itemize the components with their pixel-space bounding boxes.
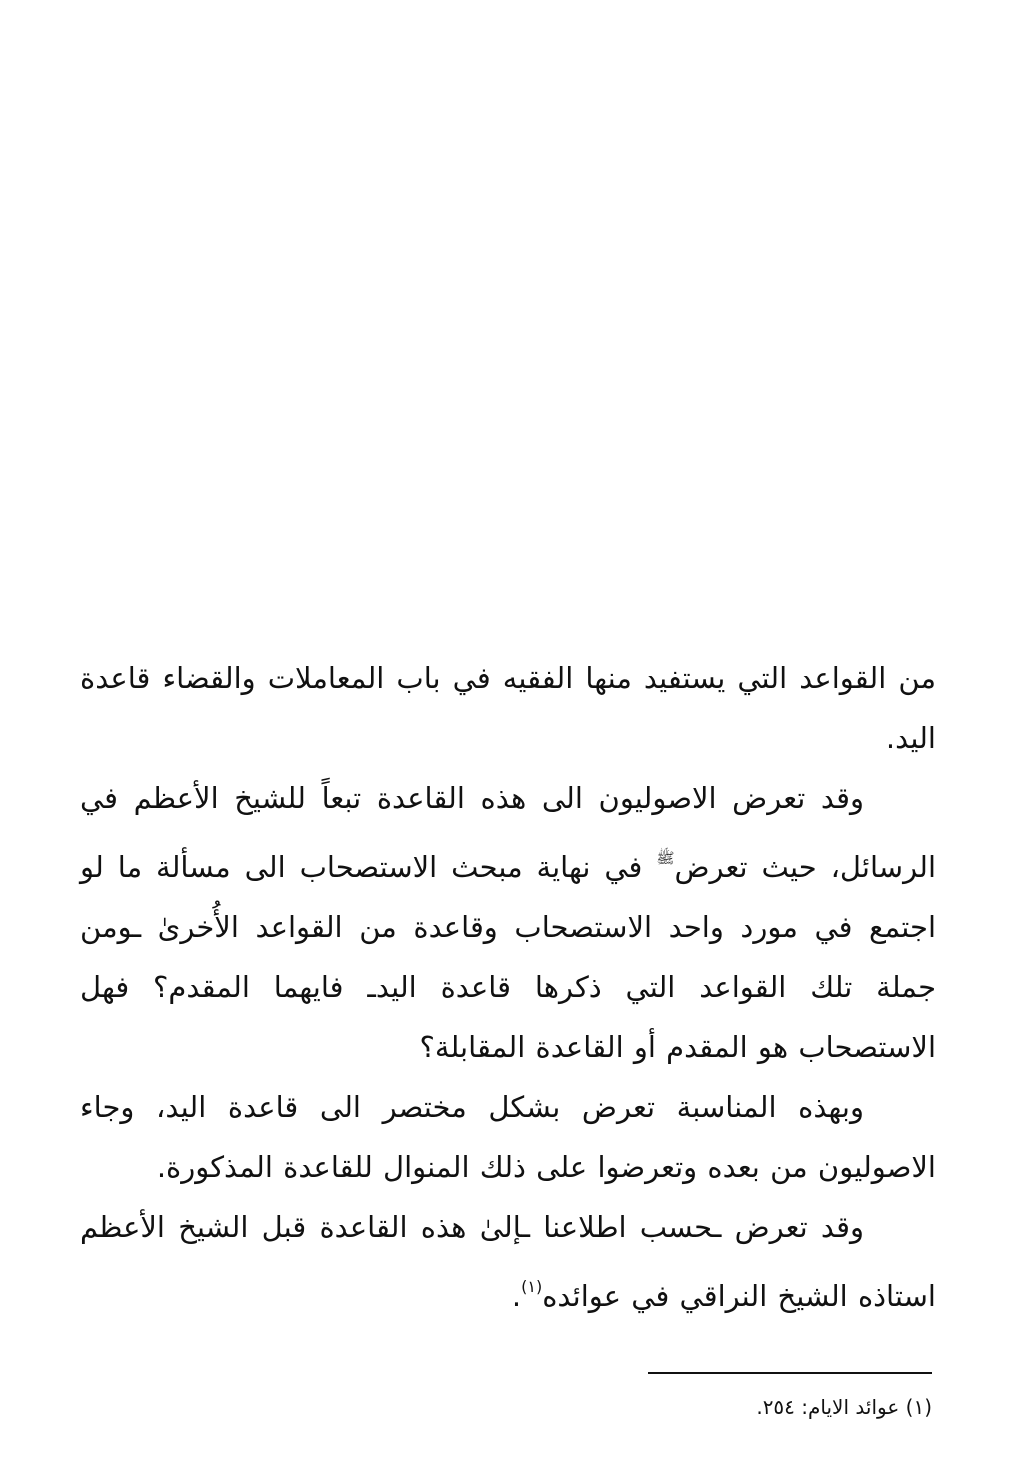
main-text <box>80 648 936 1326</box>
paragraph-4-end: . <box>511 1279 522 1313</box>
footnote-divider <box>648 1372 932 1374</box>
footnote-text: (١) عوائد الايام: ٢٥٤. <box>756 1395 932 1419</box>
paragraph-3 <box>80 1077 936 1197</box>
footnote <box>756 1394 932 1420</box>
paragraph-2-text: وقد تعرض الاصوليون الى هذه القاعدة تبعاً للشيخ الأعظم في الرسائل، حيث تعرض <box>80 781 936 884</box>
paragraph-2 <box>80 768 936 1077</box>
paragraph-4-text: وقد تعرض ـحسب اطلاعنا ـإلىٰ هذه القاعدة قبل الشيخ الأعظم استاذه الشيخ النراقي في عوائده <box>80 1210 936 1313</box>
footnote-reference: (١) <box>521 1277 543 1296</box>
paragraph-3-text: وبهذه المناسبة تعرض بشكل مختصر الى قاعدة اليد، وجاء الاصوليون من بعده وتعرضوا على ذلك المنوال للقاعدة المذكورة. <box>80 1090 936 1184</box>
paragraph-2-text-continued: في نهاية مبحث الاستصحاب الى مسألة ما لو اجتمع في مورد واحد الاستصحاب وقاعدة من القواعد الأُخرىٰ ـومن جملة تلك القواعد التي ذكرها قاعدة اليدـ فايهما المقدم؟ فهل الاستصحاب هو المقدم أو القاعدة المقابلة؟ <box>80 850 936 1064</box>
honorific-mark: ﷺ <box>656 849 675 867</box>
paragraph-1 <box>80 648 936 768</box>
paragraph-4 <box>80 1197 936 1326</box>
paragraph-1-text: من القواعد التي يستفيد منها الفقيه في باب المعاملات والقضاء قاعدة اليد. <box>80 661 936 755</box>
